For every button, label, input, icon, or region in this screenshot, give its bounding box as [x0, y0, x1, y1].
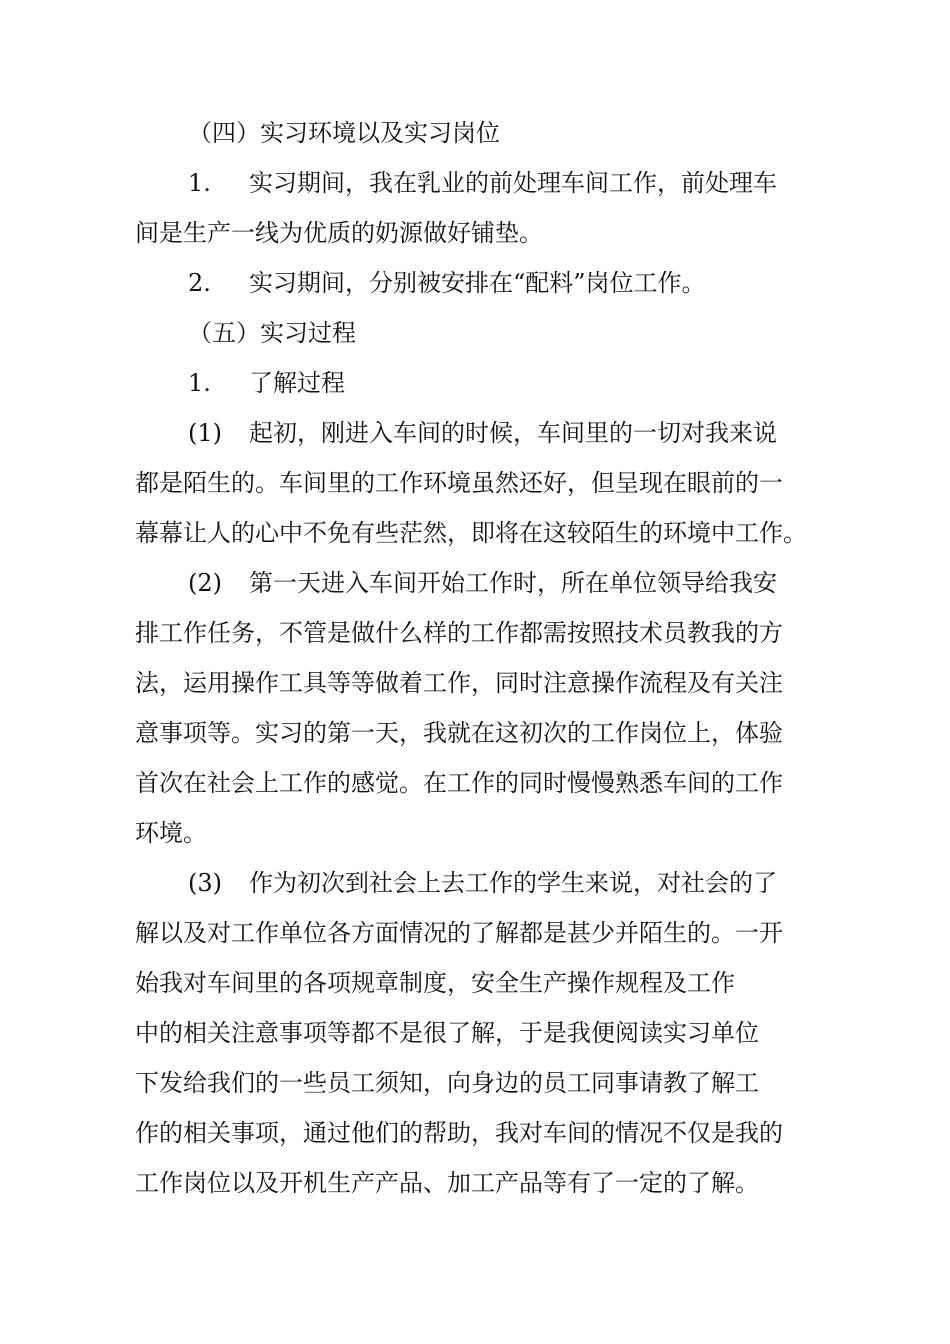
paragraph-3 — [188, 863, 777, 903]
text-line — [135, 1113, 783, 1153]
section-heading-4 — [188, 113, 500, 153]
list-marker: 2. — [188, 269, 211, 297]
text-line — [135, 813, 207, 853]
line-text: 实习期间，分别被安排在“配料”岗位工作。 — [249, 269, 706, 297]
text-line — [135, 1013, 759, 1053]
line-text: 起初，刚进入车间的时候，车间里的一切对我来说 — [249, 419, 777, 447]
line-text: 环境。 — [135, 819, 207, 847]
text-line — [135, 663, 783, 703]
line-text: 下发给我们的一些员工须知，向身边的员工同事请教了解工 — [135, 1069, 759, 1097]
list-item-2 — [188, 263, 706, 303]
text-line — [135, 763, 783, 803]
section-heading-5 — [188, 313, 356, 353]
list-marker: 1. — [188, 369, 211, 397]
line-text: 工作岗位以及开机生产产品、加工产品等有了一定的了解。 — [135, 1169, 759, 1197]
text-line — [135, 513, 807, 553]
line-text: 中的相关注意事项等都不是很了解，于是我便阅读实习单位 — [135, 1019, 759, 1047]
line-text: 法，运用操作工具等等做着工作，同时注意操作流程及有关注 — [135, 669, 783, 697]
list-marker: (3) — [188, 869, 222, 897]
line-text: 第一天进入车间开始工作时，所在单位领导给我安 — [249, 569, 777, 597]
text-line — [135, 713, 783, 753]
line-text: 间是生产一线为优质的奶源做好铺垫。 — [135, 219, 543, 247]
line-text: （五）实习过程 — [188, 319, 356, 347]
text-line — [135, 913, 783, 953]
text-line — [135, 613, 783, 653]
list-item-1 — [188, 163, 777, 203]
text-line — [135, 463, 783, 503]
paragraph-1 — [188, 413, 777, 453]
text-line — [135, 1063, 759, 1103]
line-text: 始我对车间里的各项规章制度，安全生产操作规程及工作 — [135, 969, 735, 997]
line-text: 作的相关事项，通过他们的帮助，我对车间的情况不仅是我的 — [135, 1119, 783, 1147]
list-item-1 — [188, 363, 345, 403]
list-marker: 1. — [188, 169, 211, 197]
text-line — [135, 963, 735, 1003]
line-text: 了解过程 — [249, 369, 345, 397]
line-text: 实习期间，我在乳业的前处理车间工作，前处理车 — [249, 169, 777, 197]
line-text: 作为初次到社会上去工作的学生来说，对社会的了 — [249, 869, 777, 897]
text-line — [135, 1163, 759, 1203]
paragraph-2 — [188, 563, 777, 603]
line-text: 排工作任务，不管是做什么样的工作都需按照技术员教我的方 — [135, 619, 783, 647]
line-text: 都是陌生的。车间里的工作环境虽然还好，但呈现在眼前的一 — [135, 469, 783, 497]
line-text: （四）实习环境以及实习岗位 — [188, 119, 500, 147]
line-text: 首次在社会上工作的感觉。在工作的同时慢慢熟悉车间的工作 — [135, 769, 783, 797]
line-text: 解以及对工作单位各方面情况的了解都是甚少并陌生的。一开 — [135, 919, 783, 947]
line-text: 意事项等。实习的第一天，我就在这初次的工作岗位上，体验 — [135, 719, 783, 747]
list-marker: (2) — [188, 569, 222, 597]
line-text: 幕幕让人的心中不免有些茫然，即将在这较陌生的环境中工作。 — [135, 519, 807, 547]
text-line — [135, 213, 543, 253]
list-marker: (1) — [188, 419, 222, 447]
